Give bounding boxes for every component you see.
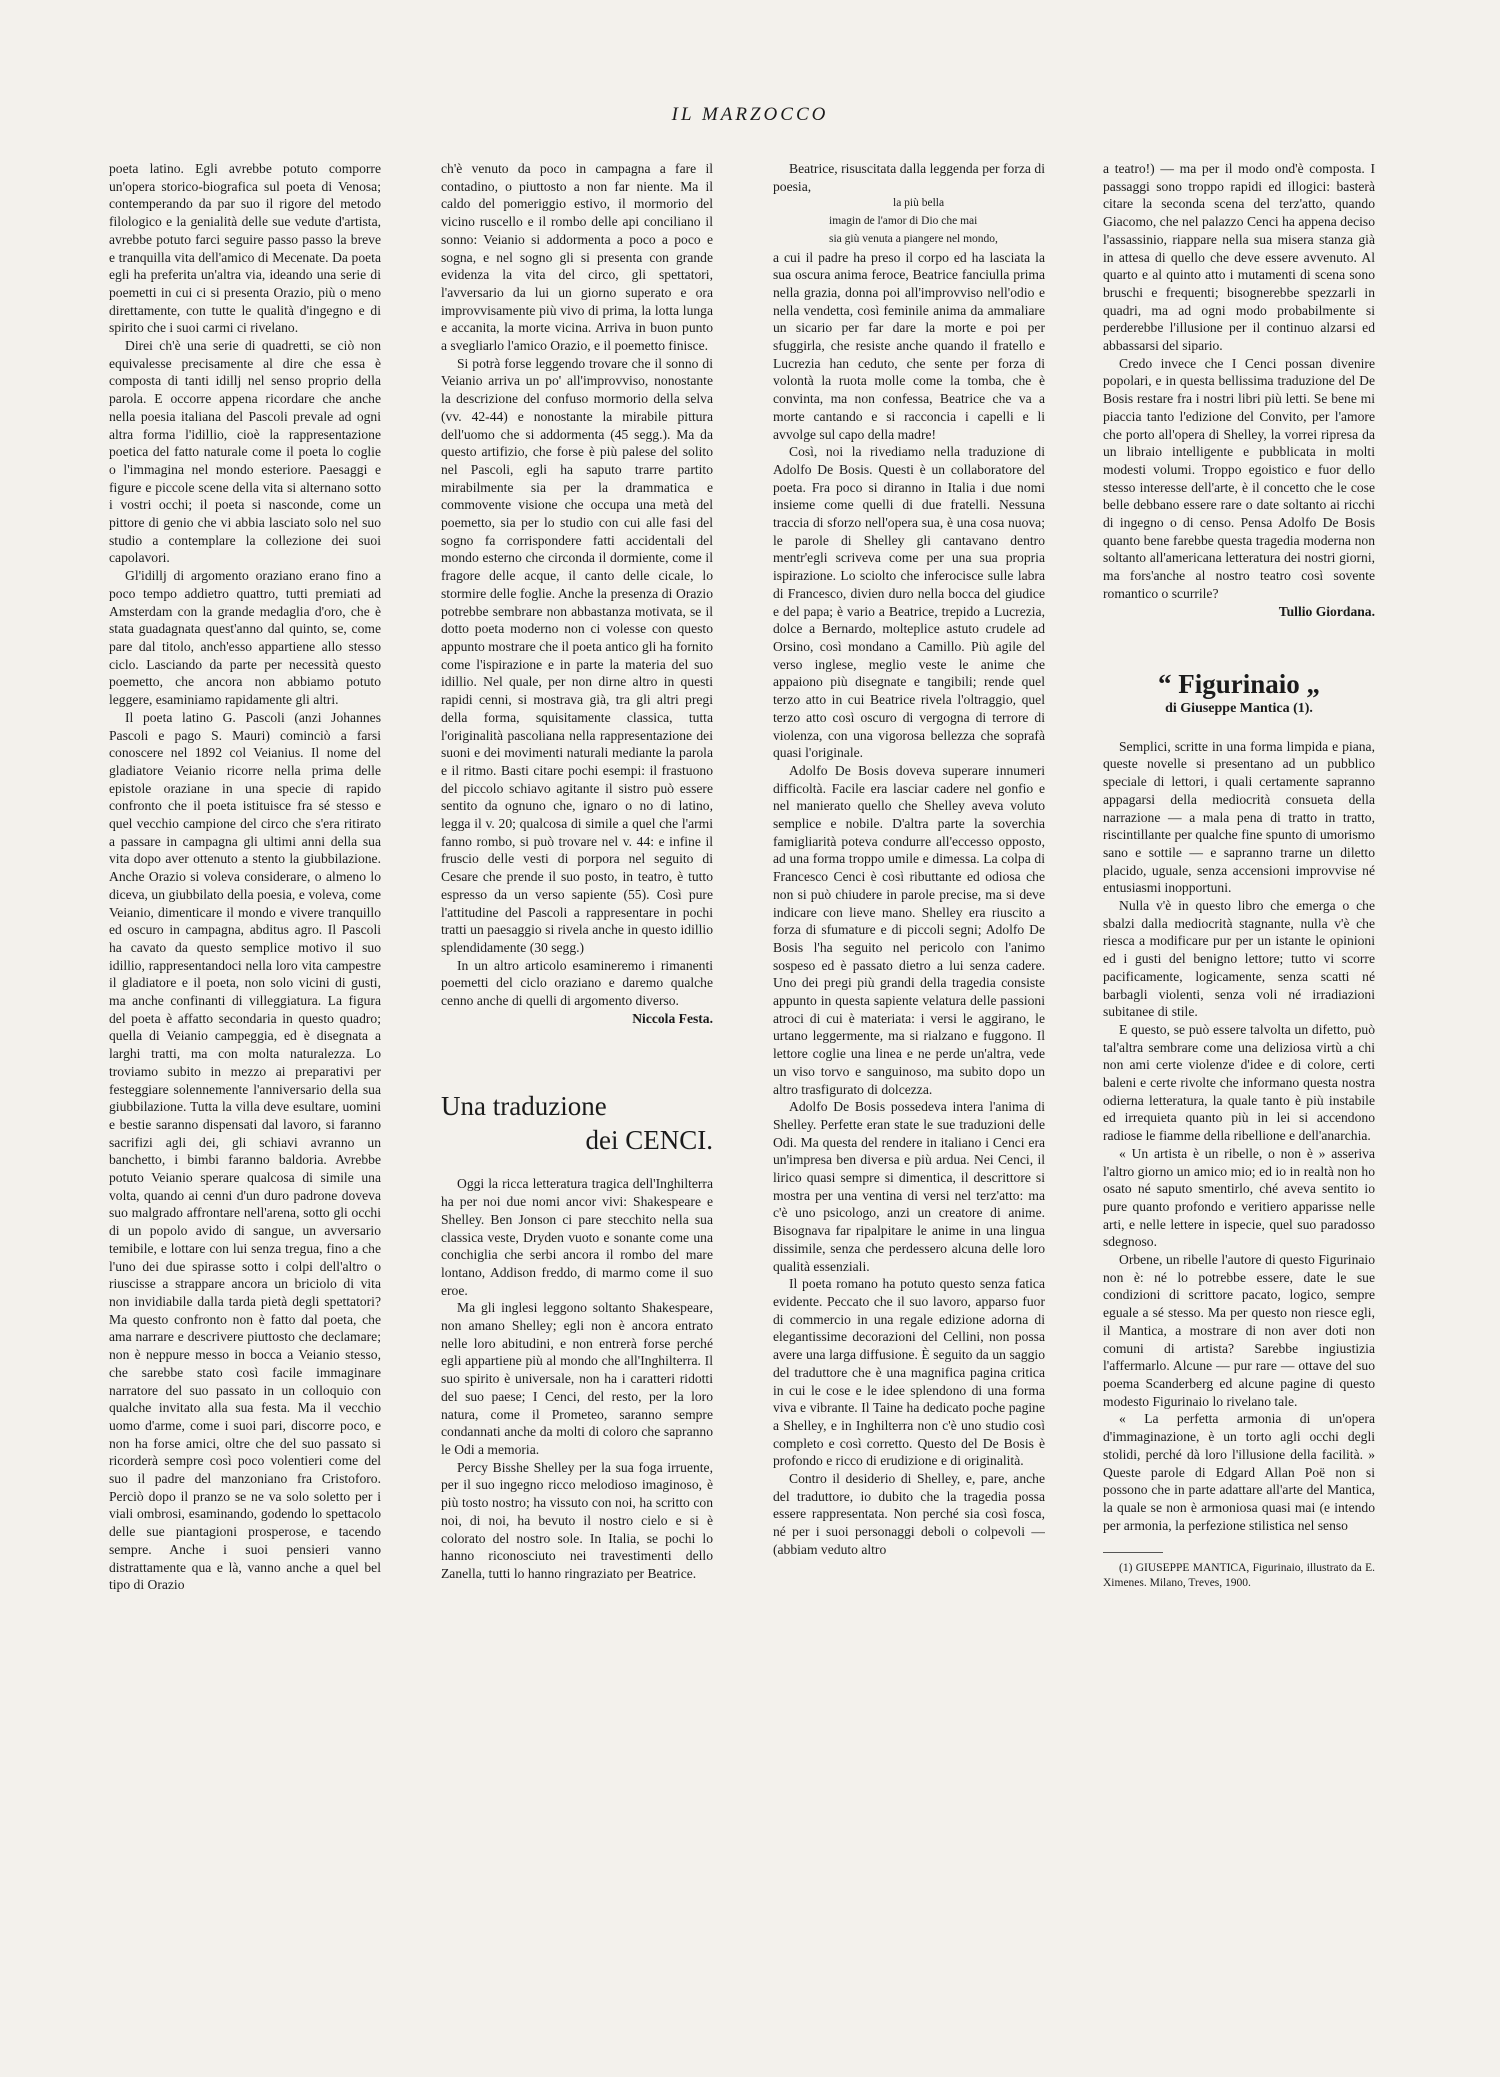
- column-3: [773, 160, 1045, 1880]
- paragraph: Adolfo De Bosis possedeva intera l'anima di Shelley. Perfette eran state le sue traduzioni delle Odi. Ma questa del rendere in italiano i Cenci era un'impresa ben diversa e più ardua. Nei Cenci, il lirico quasi sempre si dimentica, il descrittore si mostra per una ventina di versi nel terz'atto: ma c'è uno psicologo, anzi un creatore di anime. Bisognava far ripalpitare le anime in una lingua dissimile, senza che perdessero alcuna delle loro qualità essenziali.: [773, 1099, 1045, 1274]
- paragraph: Contro il desiderio di Shelley, e, pare, anche del traduttore, io dubito che la tragedia possa essere rappresentata. Non perché sia così fosca, né per i suoi personaggi deboli o colpevoli — (abbiam veduto altro: [773, 1471, 1045, 1557]
- paragraph: Direi ch'è una serie di quadretti, se ciò non equivalesse precisamente al dire che essa è composta di tanti idillj nel senso proprio della parola. E occorre appena ricordare che anche nella poesia italiana del Pascoli prevale ad ogni altra forma l'idillio, cioè la rappresentazione poetica del fatto naturale come il poeta lo coglie o l'immagina nel mondo esteriore. Paesaggi e figure e piccole scene della vita si alternano sotto i vostri occhi; il poeta si nasconde, come un pittore di genio che vi abbia lasciato solo nel suo studio a contemplare la collezione dei suoi capolavori.: [109, 338, 381, 566]
- paragraph: Percy Bisshe Shelley per la sua foga irruente, per il suo ingegno ricco melodioso imaginoso, è più tosto nostro; ha vissuto con noi, ha scritto con noi, di noi, ha bevuto il nostro cielo e si è colorato del nostro sole. In Italia, se pochi lo hanno riconosciuto nei travestimenti dello Zanella, tutti lo hanno ringraziato per Beatrice.: [441, 1459, 713, 1581]
- author-signature: Niccola Festa.: [632, 1010, 713, 1026]
- paragraph: a teatro!) — ma per il modo ond'è composta. I passaggi sono troppo rapidi ed illogici: basterà citare la seconda scena del terz'atto, quando Giacomo, che nel palazzo Cenci ha appena deciso l'assassinio, riappare nella sua misera stanza già in attesa di quello che deve essere avvenuto. Al quarto e al quinto atto i mutamenti di scena sono bruschi e frequenti; bisognerebbe spezzarli in quadri, ma ad ogni modo probabilmente si perderebbe l'illusione per il continuo alzarsi ed abbassarsi del sipario.: [1103, 161, 1375, 354]
- paragraph: ch'è venuto da poco in campagna a fare il contadino, o piuttosto a non far niente. Ma il caldo del pomeriggio estivo, il mormorio del vicino ruscello e il rombo delle api conciliano il sonno: Veianio si addormenta a poco a poco e sogna, e nel sogno gli si presenta con grande evidenza la vita del circo, gli spettatori, l'avversario da lui un giorno superato e ora improvvisamente più vivo di prima, la lotta lunga e accanita, la morte vicina. Arriva in buon punto a svegliarlo l'amico Orazio, e il poemetto finisce.: [441, 161, 713, 354]
- column-1: [109, 160, 381, 1880]
- paragraph: Il poeta latino G. Pascoli (anzi Johannes Pascoli e pago S. Mauri) cominciò a farsi conoscere nel 1892 col Veianius. Il nome del gladiatore Veianio ricorre nella prima delle epistole oraziane in una specie di rapido confronto che il poeta istituisce fra sé stesso e quel vecchio campione del circo che s'era ritirato a passare in campagna gli ultimi anni della sua vita dopo aver ottenuto a stento la giubbilazione. Anche Orazio si voleva considerare, o almeno lo diceva, un giubbilato della poesia, e voleva, come Veianio, dimenticare il mondo e vivere tranquillo ed oscuro in campagna, abditus agro. Il Pascoli ha cavato da questo semplice motivo il suo idillio, rappresentandoci nella loro vita campestre il gladiatore e il poeta, non solo vicini di gusti, ma anche confinanti di villeggiatura. La figura del poeta è affatto secondaria in questo quadro; quella di Veianio campeggia, ed è disegnata a larghi tratti, ma con molta naturalezza. Lo troviamo subito in mezzo ai preparativi per festeggiare solennemente l'anniversario della sua giubbilazione. Tutta la villa deve esultare, uomini e bestie saranno dispensati dal lavoro, si faranno sacrifizi agli dei, gli schiavi avranno un banchetto, i bimbi faranno baldoria. Avrebbe potuto Veianio sperare qualcosa di simile una volta, quando ai cenni d'un duro padrone doveva suo malgrado affrontare nell'arena, sotto gli occhi di un popolo avido di sangue, un avversario temibile, e lottare con lui senza tregua, fino a che l'uno dei due spirasse sotto i colpi dell'altro o riuscisse a strappare ancora un briciolo di vita non invidiabile dalla tarda pietà degli spettatori? Ma questo confronto non è fatto dal poeta, che ama narrare e descrivere piuttosto che declamare; non è neppure messo in bocca a Veianio stesso, che sarebbe stato così facile immaginare narratore del suo passato in un colloquio con qualche invitato alla sua festa. Ma il vecchio uomo d'arme, come i suoi pari, discorre poco, e non ha forse amici, oltre che del suo passato si ricorderà sempre così poco volentieri come del suo il padre del manzoniano fra Cristoforo. Perciò dopo il pranzo se ne va solo soletto per i viali ombrosi, esaminando, godendo lo spettacolo delle sue piantagioni prosperose, e tacendo sempre. Anche i suoi pensieri vanno distrattamente qua e là, vanno anche a quel bel tipo di Orazio: [109, 709, 381, 1593]
- paragraph: In un altro articolo esamineremo i rimanenti poemetti del ciclo oraziano e daremo qualche cenno anche di quelli di argomento diverso.: [441, 957, 713, 1009]
- heading-line: Una traduzione: [441, 1091, 607, 1122]
- paragraph: Così, noi la rivediamo nella traduzione di Adolfo De Bosis. Questi è un collaboratore del poeta. Fra poco si diranno in Italia i due nomi insieme come quelli di due fratelli. Nessuna traccia di sforzo nell'opera sua, è una cosa nuova; le parole di Shelley gli cantavano dentro mentr'egli scriveva come per una sua propria ispirazione. Lo sciolto che inferocisce sulle labra di Francesco, divien duro nella bocca del giudice e del papa; è vario a Beatrice, trepido a Lucrezia, dolce a Bernardo, molteplice astuto crudele ad Orsino, così mondano a Camillo. Più agile del verso inglese, meglio veste le anime che appaiono più disegnate e tangibili; rende quel terzo atto in cui Beatrice rivela l'oltraggio, quel terzo atto così oscuro di vergogna di terrore di violenza, con una vigorosa bellezza che soprafà quasi l'originale.: [773, 444, 1045, 761]
- paragraph: Orbene, un ribelle l'autore di questo Figurinaio non è: né lo potrebbe essere, date le sue condizioni di scrittore pacato, logico, sempre eguale a sé stesso. Ma per questo non riesce egli, il Mantica, a mostrare di non aver doti non comuni di artista? Sarebbe ingiustizia l'affermarlo. Alcune — pur rare — ottave del suo poema Scanderberg ed alcune pagine di questo modesto Figurinaio lo rivelano tale.: [1103, 1252, 1375, 1409]
- paragraph: « La perfetta armonia di un'opera d'immaginazione, è un torto agli occhi degli stolidi, perché dà loro l'illusione della facilità. » Queste parole di Edgard Allan Poë non si possono che in parte adattare all'arte del Mantica, la quale se non è armoniosa quasi mai (e intendo per armonia, la perfezione stilistica nel senso: [1103, 1411, 1375, 1533]
- verse-line: la più bella: [893, 197, 945, 210]
- paragraph: Adolfo De Bosis doveva superare innumeri difficoltà. Facile era lasciar cadere nel gonfio e nel manierato quello che Shelley aveva voluto semplice e nobile. D'altra parte la soverchia famigliarità poteva condurre all'eccesso opposto, ad una forma troppo umile e dimessa. La colpa di Francesco Cenci è così ributtante ed odiosa che non si può chiudere in parole precise, ma si deve indicare con lieve mano. Shelley era riuscito a forza di sfumature e di piccoli segni; Adolfo De Bosis l'ha seguito nel pericolo con l'animo sospeso ed è passato dietro a lui senza cadere. Uno dei pregi più grandi della tragedia consiste appunto in questa sapiente velatura delle passioni atroci di cui è materiata: i versi le aggirano, le urtano leggermente, ma si rialzano e fuggono. Il lettore coglie una linea e ne perde un'altra, vede un viso torvo e sanguinoso, ma subito dopo un altro trasfigurato di dolcezza.: [773, 762, 1045, 1097]
- verse-line: sia giù venuta a piangere nel mondo,: [829, 232, 998, 245]
- footnote-divider: [1103, 1552, 1163, 1553]
- paragraph: Ma gli inglesi leggono soltanto Shakespeare, non amano Shelley; egli non è ancora entrato nelle loro abitudini, e non entrerà forse perché egli appartiene più al mondo che all'Inghilterra. Il suo spirito è universale, non ha i caratteri ridotti del suo paese; I Cenci, del resto, per la loro natura, come il Prometeo, saranno sempre condannati anche da molti di coloro che sapranno le Odi a memoria.: [441, 1300, 713, 1457]
- paragraph: Beatrice, risuscitata dalla leggenda per forza di poesia,: [773, 161, 1045, 194]
- paragraph: Il poeta romano ha potuto questo senza fatica evidente. Peccato che il suo lavoro, apparso fuor di commercio in una regale edizione adorna di elegantissime decorazioni del Cellini, non possa avere una larga diffusione. È seguito da un saggio del traduttore che è una magnifica pagina critica in cui le cose e le idee splendono di una forma viva e vibrante. Il Taine ha dedicato poche pagine a Shelley, e in Inghilterra non c'è uno studio così completo e così corretto. Questo del De Bosis è profondo e ricco di erudizione e di originalità.: [773, 1276, 1045, 1469]
- paragraph: a cui il padre ha preso il corpo ed ha lasciata la sua oscura anima feroce, Beatrice fanciulla prima nella grazia, donna poi all'improvviso nell'odio e nella vendetta, così feminile anima da ammaliare un sicario per far dare la morte e poi per sfuggirla, che resiste anche quando il fratello e Lucrezia han ceduto, che sente per forza di volontà la ruota molle come la tomba, che è convinta, ma non confessa, Beatrice che va a morte cantando e si racconcia i capelli e li avvolge sul capo della madre!: [773, 249, 1045, 442]
- paragraph: « Un artista è un ribelle, o non è » asseriva l'altro giorno un amico mio; ed io in realtà non ho osato né saputo smentirlo, ché aveva sentito io pure quanto profondo e veritiero apparisse nelle arti, e nelle lettere in ispecie, quel suo paradosso sdegnoso.: [1103, 1145, 1375, 1250]
- paragraph: Semplici, scritte in una forma limpida e piana, queste novelle si presentano ad un pubblico speciale di lettori, i quali certamente sapranno appagarsi della mediocrità consueta della narrazione — a mala pena di tratto in tratto, riscintillante per qualche fine spunto di umorismo sano e sottile — e sapranno trarne un diletto placido, uguale, senza accensioni improvvise né entusiasmi inopportuni.: [1103, 738, 1375, 896]
- masthead: IL MARZOCCO: [671, 104, 829, 125]
- paragraph: poeta latino. Egli avrebbe potuto comporre un'opera storico-biografica sul poeta di Venosa; contemperando da par suo il rigore del metodo filologico e la genialità delle sue vedute d'artista, avrebbe potuto farci seguire passo passo la breve e tranquilla vita dell'amico di Mecenate. Da poeta egli ha preferita un'altra via, ideando una serie di poemetti in cui ci si presenta Orazio, più o meno direttamente, con tutte le qualità d'ingegno e di spirito che i suoi carmi ci rivelano.: [109, 161, 381, 336]
- paragraph: Si potrà forse leggendo trovare che il sonno di Veianio arriva un po' all'improvviso, nonostante la descrizione del confuso mormorio della selva (vv. 42-44) e nonostante la mirabile pittura dell'uomo che si addormenta (45 segg.). Ma da questo artifizio, che forse è più palese del solito nel Pascoli, egli ha saputo trarre partito mirabilmente sia per la drammatica e commovente visione che occupa una metà del poemetto, sia per lo studio con cui alle fasi del sogno fa corrispondere fatti accidentali del mondo esterno che circonda il dormiente, come il fragore delle acque, il canto delle cicale, lo stormire delle foglie. Anche la presenza di Orazio potrebbe sembrare non abbastanza motivata, se il dotto poeta moderno non ci volesse con questo appunto mostrare che il poeta antico gli ha fornito come l'ispirazione e in parte la materia del suo idillio. Nel quale, per non dirne altro in questi rapidi cenni, si mostrava già, tra gli altri pregi della forma, squisitamente classica, tutta l'originalità pascoliana nella rappresentazione dei suoni e dei movimenti naturali mediante la parola e il ritmo. Basti citare pochi esempi: il frastuono del piccolo schiavo agitante il sistro può essere sentito da ognuno che, ignaro o no di latino, legga il v. 20; qualcosa di simile a quel che l'armi fanno rombo, si può trovare nel v. 44: e infine il fruscio delle vesti di porpora nel seguito di Cesare che prende il suo posto, in teatro, è tutto espresso da un verso sapiente (55). Così pure l'attitudine del Pascoli a rappresentare in pochi tratti un paesaggio si rivela anche in questo idillio splendidamente (30 segg.): [441, 355, 713, 955]
- article-heading: “ Figurinaio „: [1157, 669, 1320, 700]
- verse-line: imagin de l'amor di Dio che mai: [829, 215, 978, 228]
- column-2: [441, 160, 713, 1880]
- paragraph: Credo invece che I Cenci possan divenire popolari, e in questa bellissima traduzione del De Bosis restare fra i nostri libri più letti. Se bene mi piaccia tanto l'edizione del Convito, per l'amore che porto all'opera di Shelley, la vorrei ripresa da un libraio intelligente e pubblicata in molti modesti volumi. Troppo egoistico e fuor dello stesso interesse dell'arte, è il concetto che le cose belle debbano essere rare o date soltanto ai ricchi di ingegno o di censo. Pensa Adolfo De Bosis quanto bene farebbe questa tragedia moderna non soltanto all'americana letteratura dei nostri giorni, ma fors'anche al nostro teatro così sovente romantico o scurrile?: [1103, 355, 1375, 601]
- footnote: (1) GIUSEPPE MANTICA, Figurinaio, illustrato da E. Ximenes. Milano, Treves, 1900.: [1103, 1562, 1375, 1590]
- article-heading: [441, 1089, 713, 1157]
- paragraph: E questo, se può essere talvolta un difetto, può tal'altra sembrare come una deliziosa virtù a chi non ami certe violenze d'idee e di colore, certi baleni e certe rivolte che informano questa nostra odierna letteratura, la quale tanto è più instabile ed irrequieta quanto più in lei si accendono radiose le fiamme della ribellione e dell'anarchia.: [1103, 1021, 1375, 1144]
- column-4: [1103, 160, 1375, 1880]
- paragraph: Oggi la ricca letteratura tragica dell'Inghilterra ha per noi due nomi ancor vivi: Shakespeare e Shelley. Ben Jonson ci pare stecchito nella sua classica veste, Dryden vuoto e sonante come una conchiglia che serbi ancora il rombo del mare lontano, Addison freddo, di marmo come il suo eroe.: [441, 1176, 713, 1298]
- article-subheading: di Giuseppe Mantica (1).: [1165, 700, 1313, 716]
- heading-line: dei CENCI.: [585, 1125, 713, 1156]
- paragraph: Nulla v'è in questo libro che emerga o che sbalzi dalla mediocrità stagnante, nulla v'è che riesca a modificare pur per un istante le opinioni ed i gusti del benigno lettore; tutto vi scorre pacificamente, logicamente, senza scatti né barbagli violenti, senza voli né irradiazioni subitanee di stile.: [1103, 898, 1375, 1020]
- paragraph: Gl'idillj di argomento oraziano erano fino a poco tempo addietro quattro, tutti premiati ad Amsterdam con la grande medaglia d'oro, che è stata guadagnata quest'anno dal quinto, se, come pare dal titolo, anch'esso appartiene allo stesso ciclo. Lasciando da parte per necessità questo poemetto, che ancora non abbiamo potuto leggere, esaminiamo rapidamente gli altri.: [109, 568, 381, 708]
- author-signature: Tullio Giordana.: [1278, 603, 1375, 619]
